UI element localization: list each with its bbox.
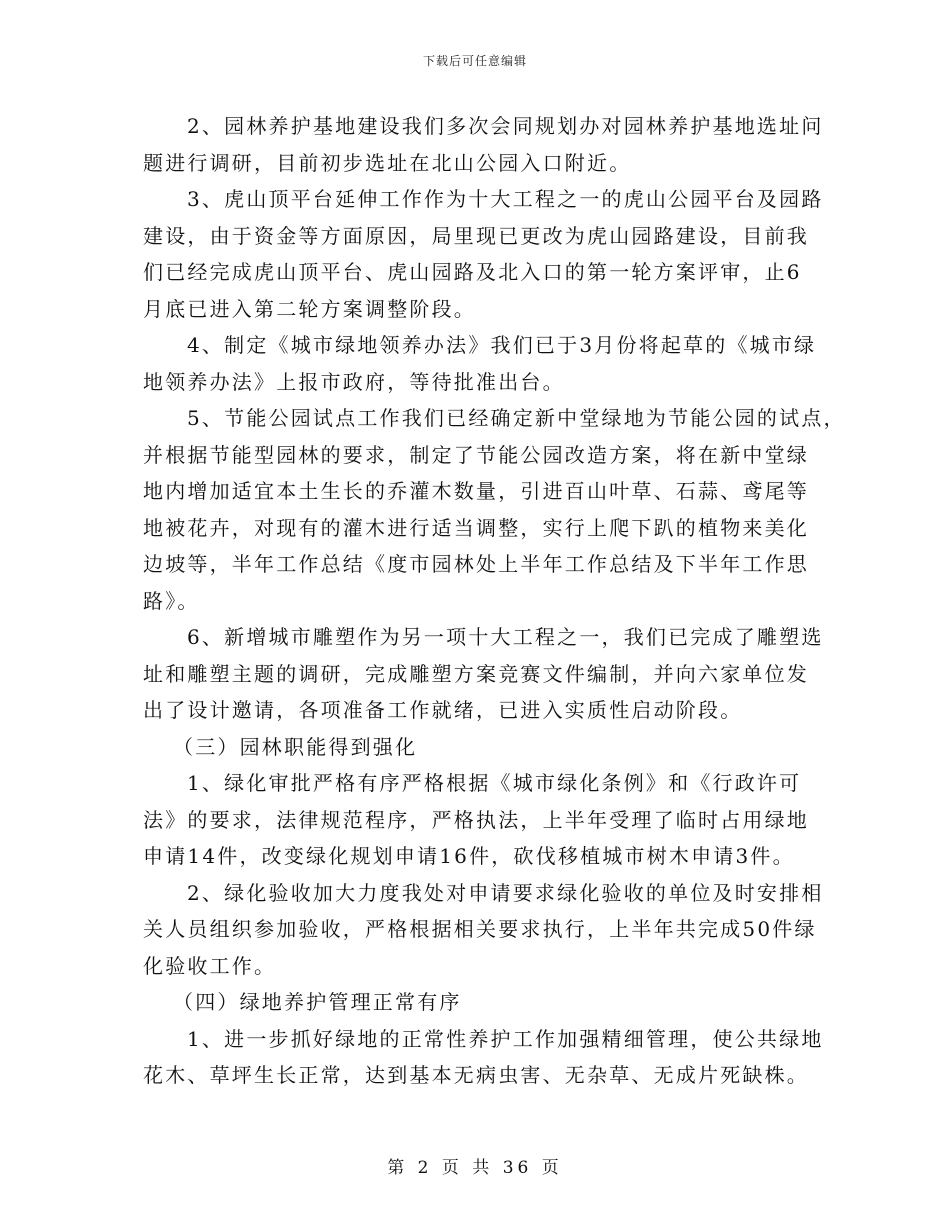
paragraph-line: 们已经完成虎山顶平台、虎山园路及北入口的第一轮方案评审，止6: [143, 260, 802, 284]
paragraph-line: 6、新增城市雕塑作为另一项十大工程之一，我们已完成了雕塑选: [187, 625, 824, 649]
paragraph-line: 2、园林养护基地建设我们多次会同规划办对园林养护基地选址问: [187, 114, 824, 138]
paragraph-line: 出了设计邀请，各项准备工作就绪，已进入实质性启动阶段。: [143, 698, 743, 722]
page-header: 下载后可任意编辑: [422, 54, 527, 68]
section-heading: （四）绿地养护管理正常有序: [173, 990, 462, 1014]
paragraph-line: 路》。: [143, 588, 200, 613]
paragraph-line: 2、绿化验收加大力度我处对申请要求绿化验收的单位及时安排相: [187, 880, 824, 905]
paragraph-line: 4、制定《城市绿地领养办法》我们已于3月份将起草的《城市绿: [187, 333, 817, 357]
paragraph-line: 法》的要求，法律规范程序，严格执法，上半年受理了临时占用绿地: [143, 807, 809, 832]
paragraph-line: 址和雕塑主题的调研，完成雕塑方案竞赛文件编制，并向六家单位发: [143, 661, 809, 686]
paragraph-line: 3、虎山顶平台延伸工作作为十大工程之一的虎山公园平台及园路: [187, 187, 824, 211]
paragraph-line: 1、进一步抓好绿地的正常性养护工作加强精细管理，使公共绿地: [187, 1026, 824, 1051]
paragraph-line: 题进行调研，目前初步选址在北山公园入口附近。: [143, 150, 632, 175]
paragraph-line: 1、绿化审批严格有序严格根据《城市绿化条例》和《行政许可: [187, 771, 802, 795]
paragraph-line: 地被花卉，对现有的灌木进行适当调整，实行上爬下趴的植物来美化: [143, 515, 809, 540]
paragraph-line: 边坡等，半年工作总结《度市园林处上半年工作总结及下半年工作思: [143, 552, 809, 576]
page-number-footer: 第 2 页 共 36 页: [387, 1158, 563, 1178]
body-text: [143, 108, 846, 1094]
paragraph-line: 地内增加适宜本土生长的乔灌木数量，引进百山叶草、石蒜、鸢尾等: [143, 479, 809, 503]
paragraph-line: 申请14件，改变绿化规划申请16件，砍伐移植城市树木申请3件。: [143, 844, 795, 868]
section-heading: （三）园林职能得到强化: [173, 734, 418, 759]
paragraph-line: 花木、草坪生长正常，达到基本无病虫害、无杂草、无成片死缺株。: [143, 1063, 809, 1087]
paragraph-line: 地领养办法》上报市政府，等待批准出台。: [143, 369, 565, 394]
paragraph-line: 建设，由于资金等方面原因，局里现已更改为虎山园路建设，目前我: [143, 223, 809, 248]
paragraph-line: 月底已进入第二轮方案调整阶段。: [143, 296, 476, 321]
paragraph-line: 5、节能公园试点工作我们已经确定新中堂绿地为节能公园的试点，: [187, 406, 846, 430]
paragraph-line: 关人员组织参加验收，严格根据相关要求执行，上半年共完成50件绿: [143, 917, 817, 941]
paragraph-line: 并根据节能型园林的要求，制定了节能公园改造方案，将在新中堂绿: [143, 442, 809, 467]
paragraph-line: 化验收工作。: [143, 953, 277, 978]
